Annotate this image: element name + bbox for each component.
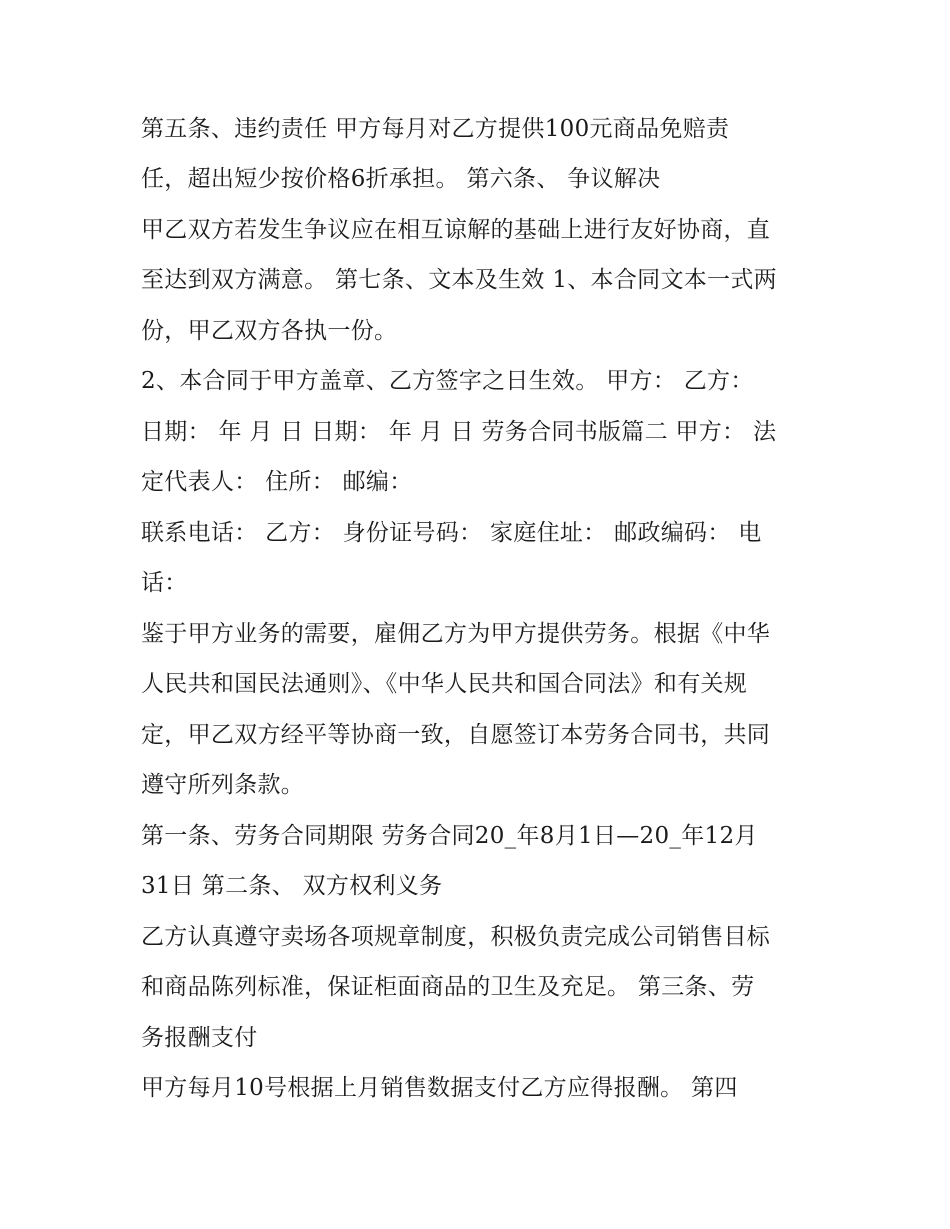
text-line: 至达到双方满意。 第七条、文本及生效 1、本合同文本一式两 [141,267,777,293]
text-line: 份，甲乙双方各执一份。 [141,318,398,344]
text-line: 和商品陈列标准，保证柜面商品的卫生及充足。 第三条、劳 [141,974,755,1000]
text-line: 第一条、劳务合同期限 劳务合同20_年8月1日—20_年12月 [141,823,758,849]
text-line: 31日 第二条、 双方权利义务 [141,873,443,899]
text-line: 乙方认真遵守卖场各项规章制度，积极负责完成公司销售目标 [141,924,771,950]
text-line: 定代表人： 住所： 邮编： [141,469,413,495]
text-line: 定，甲乙双方经平等协商一致，自愿签订本劳务合同书，共同 [141,722,771,748]
text-line: 联系电话： 乙方： 身份证号码： 家庭住址： 邮政编码： 电 [141,520,762,546]
text-line: 鉴于甲方业务的需要，雇佣乙方为甲方提供劳务。根据《中华 [141,621,771,647]
text-line: 日期： 年 月 日 日期： 年 月 日 劳务合同书版篇二 甲方： 法 [141,419,777,445]
text-line: 话： [141,570,188,596]
text-line: 任，超出短少按价格6折承担。 第六条、 争议解决 [141,166,661,192]
text-line: 甲方每月10号根据上月销售数据支付乙方应得报酬。 第四 [141,1075,738,1101]
text-line: 第五条、违约责任 甲方每月对乙方提供100元商品免赔责 [141,116,730,142]
text-line: 遵守所列条款。 [141,772,305,798]
text-line: 2、本合同于甲方盖章、乙方签字之日生效。 甲方： 乙方： [141,368,754,394]
text-line: 务报酬支付 [141,1025,258,1051]
text-line: 甲乙双方若发生争议应在相互谅解的基础上进行友好协商，直 [141,217,771,243]
text-line: 人民共和国民法通则》、《中华人民共和国合同法》和有关规 [141,671,748,697]
